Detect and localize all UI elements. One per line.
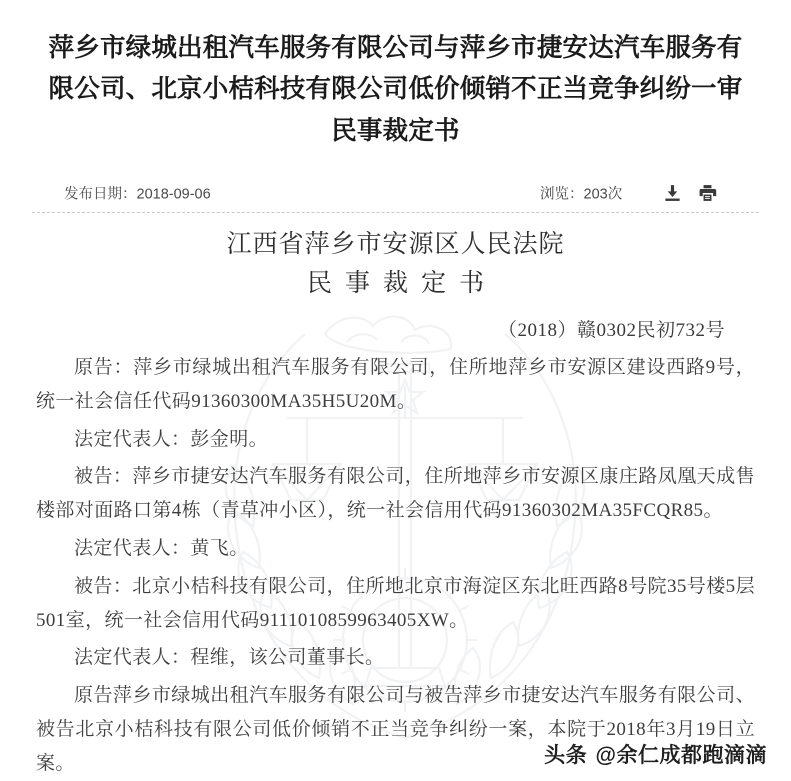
case-number: （2018）赣0302民初732号 — [497, 319, 725, 341]
court-name: 江西省萍乡市安源区人民法院 — [226, 230, 565, 258]
attribution-prefix: 头条 — [544, 744, 588, 767]
attribution-watermark — [544, 739, 769, 769]
document-paragraph: 原告：萍乡市绿城出租汽车服务有限公司，住所地萍乡市安源区建设西路9号，统一社会信任代码91360300MA35H5U20M。 — [36, 356, 755, 412]
document-paragraph: 被告：萍乡市捷安达汽车服务有限公司，住所地萍乡市安源区康庄路凤凰天成售楼部对面路口第4栋（青草冲小区），统一社会信用代码91360302MA35FCQR85。 — [36, 466, 755, 522]
download-icon[interactable] — [663, 183, 682, 202]
publish-date: 发布日期：2018-09-06 — [64, 186, 211, 203]
document-paragraph: 法定代表人：程维，该公司董事长。 — [74, 647, 385, 669]
document-body — [30, 227, 761, 781]
document-paragraph: 法定代表人：黄飞。 — [74, 538, 249, 559]
document-paragraph: 法定代表人：彭金明。 — [74, 428, 269, 450]
print-icon[interactable] — [698, 183, 717, 202]
document-paragraph: 被告：北京小桔科技有限公司，住所地北京市海淀区东北旺西路8号院35号楼5层501室，统一社会信用代码9111010859963405XW。 — [36, 575, 755, 631]
document-type: 民事裁定书 — [306, 270, 497, 298]
view-count: 浏览：203次 — [540, 186, 623, 203]
page-title: 萍乡市绿城出租汽车服务有限公司与萍乡市捷安达汽车服务有限公司、北京小桔科技有限公司低价倾销不正当竞争纠纷一审民事裁定书 — [48, 34, 743, 145]
attribution-handle: @余仁成都跑滴滴 — [595, 744, 767, 767]
article-meta-bar — [32, 174, 759, 213]
document-paragraph: 原告萍乡市绿城出租汽车服务有限公司与被告萍乡市捷安达汽车服务有限公司、被告北京小桔科技有限公司低价倾销不正当竞争纠纷一案，本院于2018年3月19日立案。 — [36, 685, 755, 774]
meta-actions — [663, 183, 717, 202]
